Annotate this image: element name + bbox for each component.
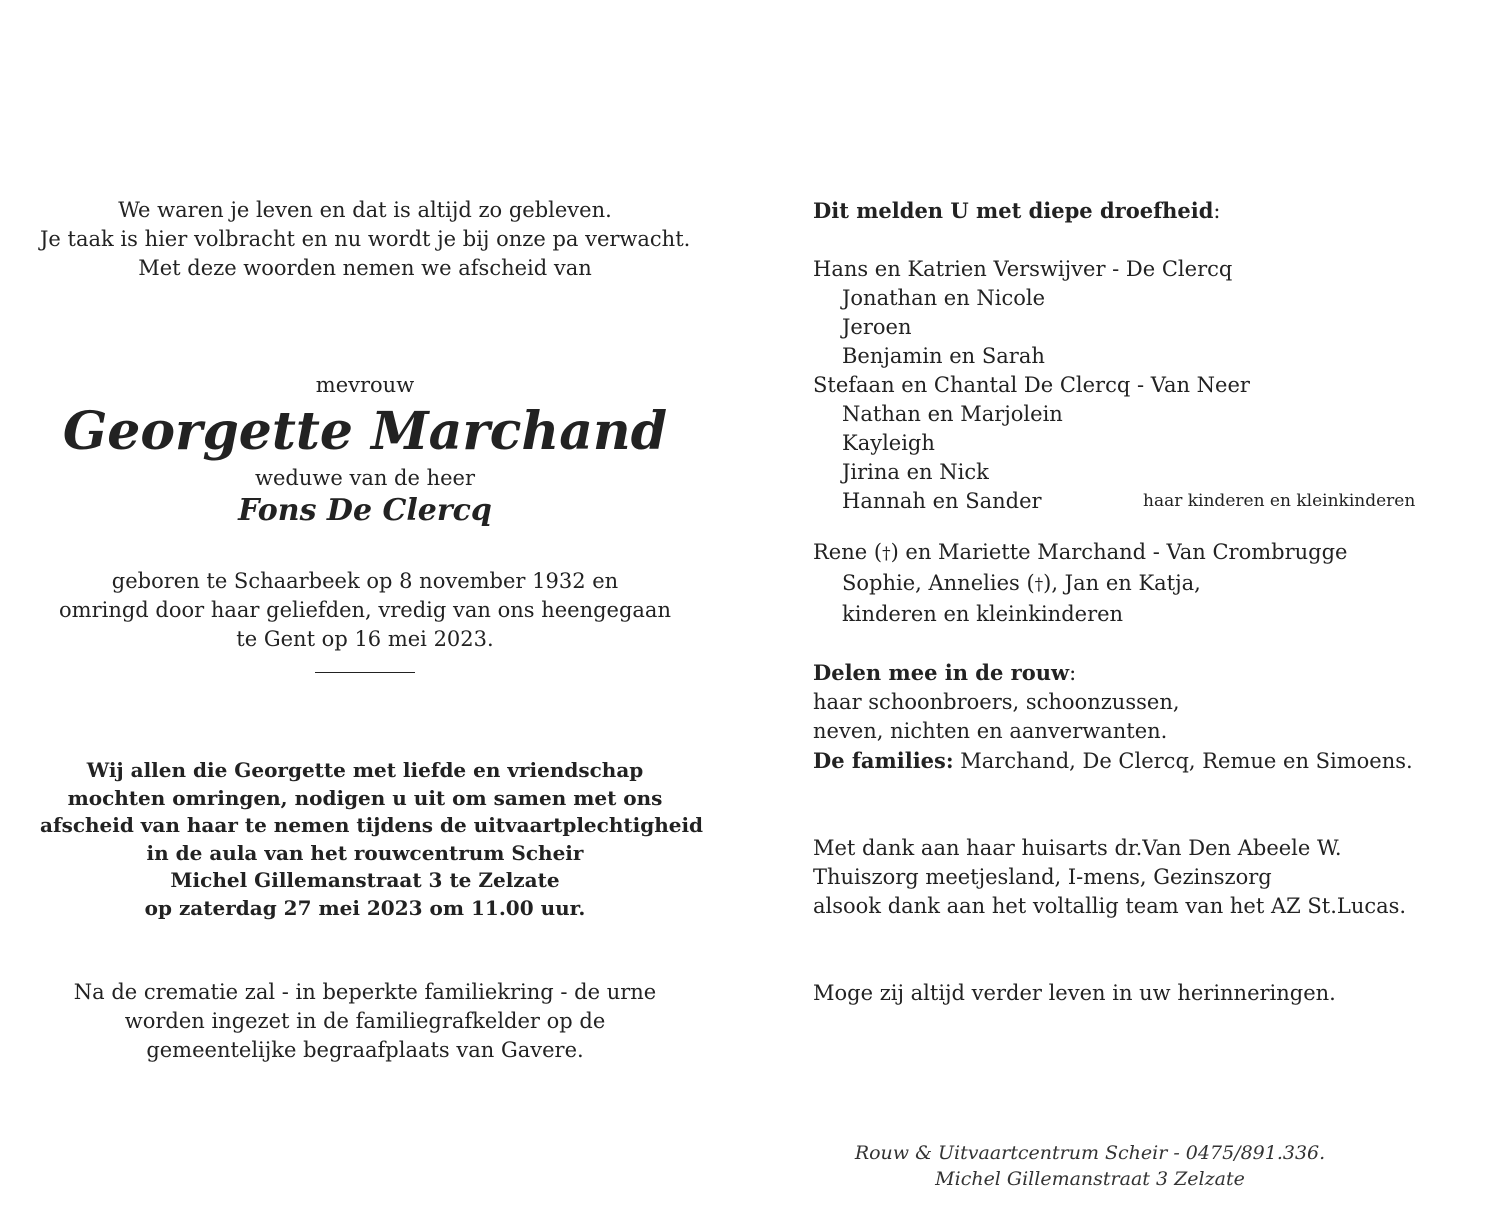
thanks-line: Thuiszorg meetjesland, I-mens, Gezinszorg [813,865,1272,889]
verse-line: We waren je leven en dat is altijd zo gebleven. [118,198,612,222]
detail-line: geboren te Schaarbeek op 8 november 1932 en [111,569,619,593]
right-column [813,196,1453,1008]
family-child-row [813,487,1453,516]
mourners-line: haar schoonbroers, schoonzussen, [813,690,1180,714]
thanks [813,834,1453,921]
family-parents: Hans en Katrien Verswijver - De Clercq [813,257,1233,281]
cremation-line: Na de crematie zal - in beperkte familiekring - de urne [73,980,657,1004]
cross-icon: † [882,544,891,564]
deceased-name: Georgette Marchand [62,401,668,462]
closing-wish: Moge zij altijd verder leven in uw herinneringen. [813,981,1336,1005]
husband-name: Fons De Clercq [238,493,492,528]
family-child: Nathan en Marjolein [842,402,1063,426]
intro-verse [40,196,690,283]
divider [315,672,415,673]
family-child: kinderen en kleinkinderen [842,602,1124,626]
family-child: Jirina en Nick [842,460,989,484]
thanks-line: Met dank aan haar huisarts dr.Van Den Abeele W. [813,836,1342,860]
cremation-line: gemeentelijke begraafplaats van Gavere. [146,1038,584,1062]
verse-line: Met deze woorden nemen we afscheid van [138,256,592,280]
family-group-2 [813,371,1453,516]
family-group-1 [813,255,1453,371]
footer-line: Michel Gillemanstraat 3 Zelzate [935,1168,1245,1190]
announcement-bold: Dit melden U met diepe droefheid [813,198,1214,223]
announcement [813,196,1453,226]
mourners-heading: Delen mee in de rouw: [813,660,1077,685]
mourners-line: neven, nichten en aanverwanten. [813,719,1168,743]
families-names: Marchand, De Clercq, Remue en Simoens. [953,749,1413,773]
families-label: De families: [813,748,954,773]
family-parents: Rene (†) en Mariette Marchand - Van Crombrugge [813,540,1348,564]
family-child: Sophie, Annelies (†), Jan en Katja, [842,571,1201,595]
invitation-line: op zaterdag 27 mei 2023 om 11.00 uur. [144,895,586,920]
verse-line: Je taak is hier volbracht en nu wordt je bij onze pa verwacht. [40,227,691,251]
family-child: Jeroen [842,315,912,339]
family-parents: Stefaan en Chantal De Clercq - Van Neer [813,373,1250,397]
thanks-line: alsook dank aan het voltallig team van het AZ St.Lucas. [813,894,1407,918]
footer-line: Rouw & Uitvaartcentrum Scheir - 0475/891.336. [854,1142,1326,1164]
invitation-line: mochten omringen, nodigen u uit om samen met ons [67,785,663,810]
family-child: Benjamin en Sarah [842,344,1045,368]
relation-label: haar kinderen en kleinkinderen [1143,491,1416,511]
family-child: Jonathan en Nicole [842,286,1046,310]
cremation-line: worden ingezet in de familiegrafkelder op de [124,1009,606,1033]
detail-line: omringd door haar geliefden, vredig van ons heengegaan [59,598,671,622]
mourners [813,658,1453,776]
invitation-line: Michel Gillemanstraat 3 te Zelzate [170,868,560,892]
funeral-invitation [40,757,704,922]
cremation-notice [40,978,690,1065]
invitation-line: Wij allen die Georgette met liefde en vriendschap [86,758,644,782]
cross-icon: † [1034,575,1044,595]
detail-line: te Gent op 16 mei 2023. [236,627,494,651]
family-child: Hannah en Sander [842,489,1042,513]
funeral-home-footer [830,1140,1350,1192]
invitation-line: afscheid van haar te nemen tijdens de uitvaartplechtigheid [40,813,704,837]
family-child: Kayleigh [842,431,935,455]
announcement-colon: : [1213,199,1221,223]
family-group-3 [813,538,1453,629]
invitation-line: in de aula van het rouwcentrum Scheir [146,840,584,865]
left-column [40,196,704,1065]
widow-of-label: weduwe van de heer [255,466,475,490]
honorific: mevrouw [315,373,415,397]
birth-death-details [40,567,690,654]
families-line [813,746,1453,776]
